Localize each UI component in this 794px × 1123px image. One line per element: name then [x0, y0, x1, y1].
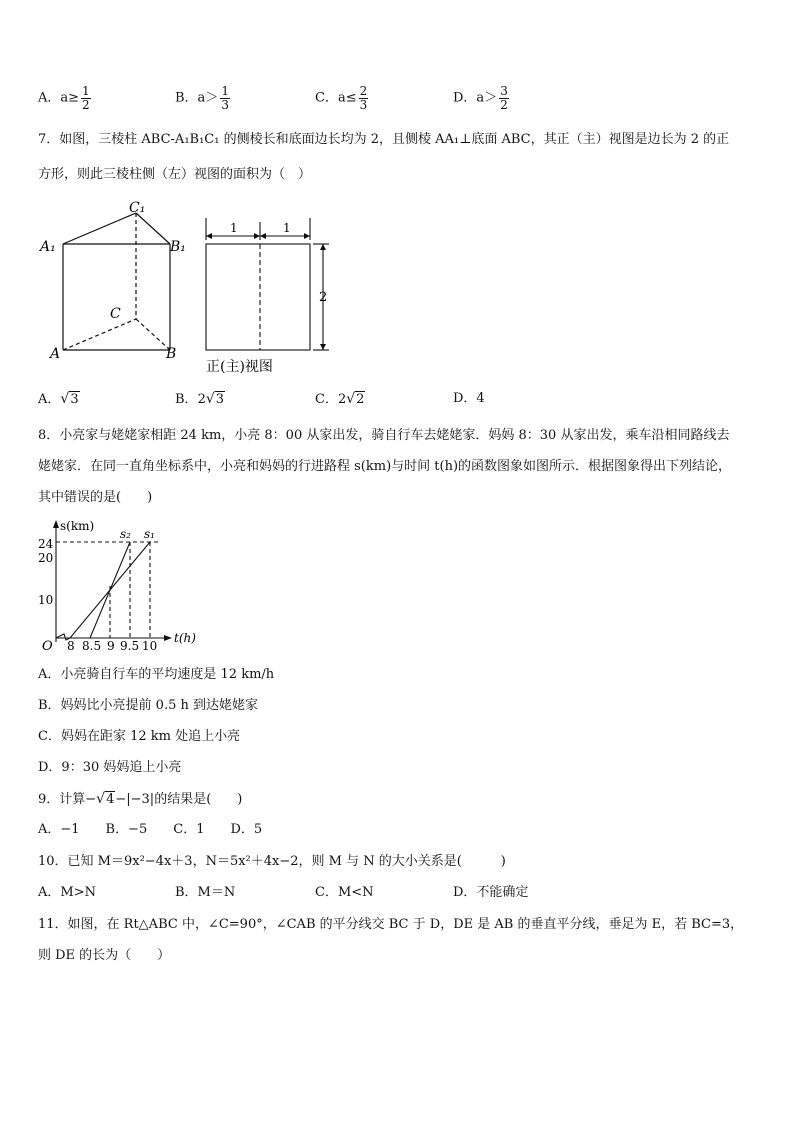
y-tick-20: 20 [38, 551, 54, 565]
fraction: $\frac{1}{3}$ [221, 84, 229, 112]
q8-option-a: A．小亮骑自行车的平均速度是 12 km/h [38, 667, 275, 682]
q7-front-view-figure [198, 214, 346, 378]
q7-option-b: B．2√3 [175, 391, 225, 407]
x-tick-8: 8 [67, 639, 75, 653]
q7-stem-line2: 方形，则此三棱柱侧（左）视图的面积为（ ） [38, 167, 312, 182]
y-tick-10: 10 [38, 593, 54, 607]
q8-option-d: D．9：30 妈妈追上小亮 [38, 760, 182, 775]
fraction: $\frac{2}{3}$ [359, 84, 368, 112]
q8-option-c: C．妈妈在距家 12 km 处追上小亮 [38, 729, 241, 744]
q11-stem-line1: 11．如图，在 Rt△ABC 中，∠C=90°，∠CAB 的平分线交 BC 于 D，DE 是 AB 的垂直平分线，垂足为 E，若 BC=3， [38, 917, 744, 932]
q6-option-c: C．a≤ $\frac{2}{3}$ [315, 84, 368, 112]
label-a: A [50, 346, 61, 362]
q10-stem: 10．已知 M＝9x²−4x＋3，N＝5x²＋4x−2，则 M 与 N 的大小关系是( ) [38, 854, 506, 869]
q7-option-d: D．4 [453, 391, 485, 406]
label-c: C [110, 306, 121, 322]
view-caption: 正(主)视图 [206, 359, 273, 375]
q10-option-c: C．M<N [315, 885, 374, 900]
dim-top-left: 1 [230, 221, 238, 235]
label-b: B [166, 346, 177, 362]
q11-stem-line2: 则 DE 的长为（ ） [38, 948, 171, 963]
q8-distance-time-graph [36, 518, 216, 654]
x-tick-8-5: 8.5 [82, 639, 102, 653]
x-tick-9: 9 [107, 639, 115, 653]
y-tick-24: 24 [38, 537, 54, 551]
q7-stem-line1: 7．如图，三棱柱 ABC-A₁B₁C₁ 的侧棱长和底面边长均为 2，且侧棱 AA₁⊥底面 ABC，其正（主）视图是边长为 2 的正 [38, 132, 730, 147]
q7-prism-figure [36, 196, 196, 362]
q10-option-a: A．M>N [38, 885, 96, 900]
label-b1: B₁ [170, 239, 186, 255]
q6-option-a: A．a≥ $\frac{1}{2}$ [38, 84, 90, 112]
q8-option-b: B．妈妈比小亮提前 0.5 h 到达姥姥家 [38, 698, 258, 713]
label-a1: A₁ [40, 239, 56, 255]
q8-stem-line1: 8．小亮家与姥姥家相距 24 km，小亮 8：00 从家出发，骑自行车去姥姥家．妈妈 8：30 从家出发，乘车沿相同路线去 [38, 428, 730, 443]
dim-side: 2 [319, 290, 328, 305]
q9-stem: 9．计算−√4−|−3|的结果是( ) [38, 791, 243, 807]
dim-top-right: 1 [283, 221, 291, 235]
q8-stem-line2: 姥姥家．在同一直角坐标系中，小亮和妈妈的行进路程 s(km)与时间 t(h)的函数图象如图所示．根据图象得出下列结论， [38, 459, 732, 474]
fraction: $\frac{1}{2}$ [82, 84, 90, 112]
x-axis-label: t(h) [174, 631, 196, 645]
x-tick-9-5: 9.5 [120, 639, 140, 653]
y-axis-label: s(km) [60, 519, 95, 533]
fraction: $\frac{3}{2}$ [500, 84, 508, 112]
q7-option-a: A．√3 [38, 391, 79, 407]
q9-options: A．−1 B．−5 C．1 D．5 [38, 822, 263, 837]
q10-option-b: B．M＝N [175, 885, 236, 900]
q6-option-b: B．a＞ $\frac{1}{3}$ [175, 84, 229, 112]
q6-option-d: D．a＞ $\frac{3}{2}$ [453, 84, 508, 112]
q10-option-d: D．不能确定 [453, 885, 529, 900]
q7-option-c: C．2√2 [315, 391, 365, 407]
q8-stem-line3: 其中错误的是( ) [38, 490, 153, 505]
x-tick-10: 10 [142, 639, 158, 653]
series-s2-label: s₂ [120, 527, 131, 541]
series-s1-label: s₁ [144, 527, 155, 541]
origin-label: O [42, 639, 53, 654]
label-c1: C₁ [129, 200, 146, 216]
